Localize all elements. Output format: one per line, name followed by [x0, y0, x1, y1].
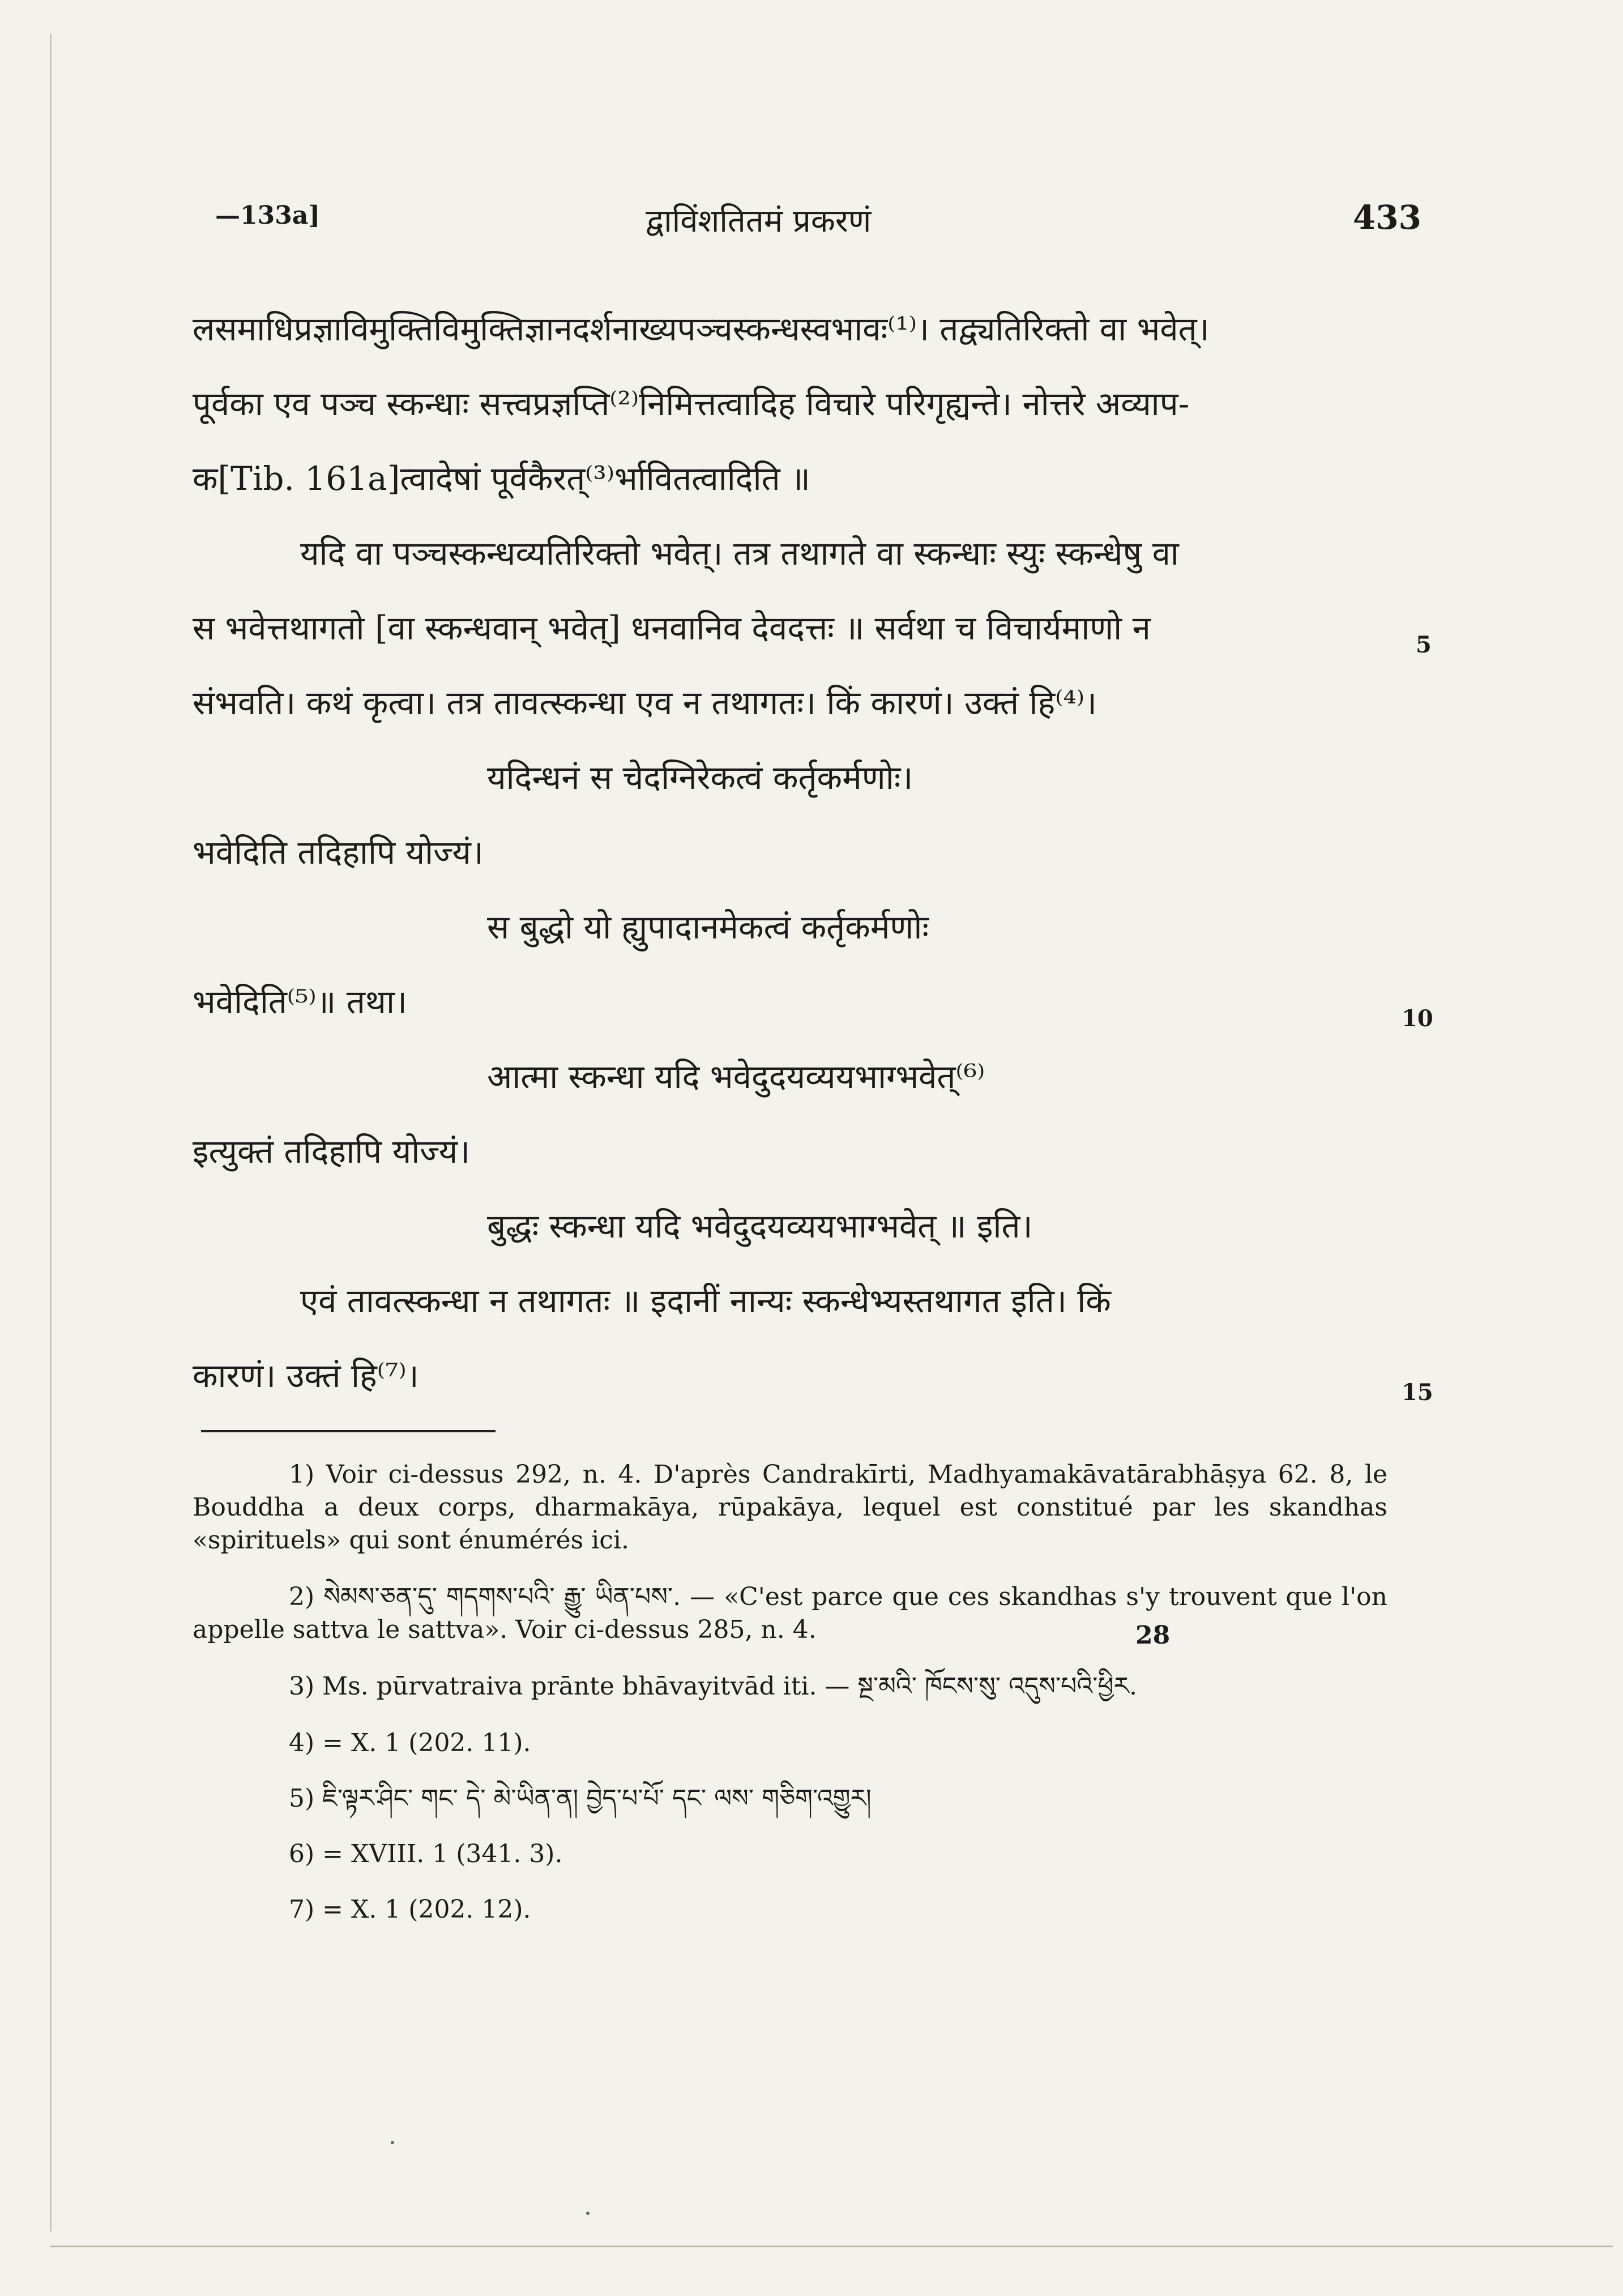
text-line: इत्युक्तं तदिहापि योज्यं। [193, 1132, 471, 1171]
running-header [215, 198, 1421, 252]
verse-line: यदिन्धनं स चेदग्निरेकत्वं कर्तृकर्मणोः। [487, 758, 913, 797]
header-chapter-title: द्वाविंशतितमं प्रकरणं [646, 203, 872, 240]
header-folio-ref: —133a] [215, 201, 321, 230]
page-bottom-edge [50, 2246, 1613, 2247]
text-line: एवं तावत्स्कन्धा न तथागतः ॥ इदानीं नान्यः स्कन्धेभ्यस्तथागत इति। किं [300, 1282, 1111, 1320]
text-line: पूर्वका एव पञ्च स्कन्धाः सत्त्वप्रज्ञप्ति⁽²⁾निमित्तत्वादिह विचारे परिगृह्यन्ते। नोत्तरे अव्याप- [193, 385, 1190, 423]
paper-speck [391, 2141, 394, 2144]
sanskrit-text-body [193, 292, 1387, 1413]
footnotes [193, 1458, 1387, 1949]
footnote-5: 5) ཇི་ལྟར་ཤིང་ གང་ དེ་ མེ་ཡིན་ན། བྱེད་པ་པོ་ དང་ ལས་ གཅིག་འགྱུར། [289, 1784, 872, 1813]
header-page-number: 433 [1352, 198, 1421, 237]
text-line: भवेदिति⁽⁵⁾॥ तथा। [193, 983, 407, 1021]
text-line: लसमाधिप्रज्ञाविमुक्तिविमुक्तिज्ञानदर्शनाख्यपञ्चस्कन्धस्वभावः⁽¹⁾। तद्व्यतिरिक्तो वा भवेत्। [193, 310, 1210, 348]
paper-speck [586, 2212, 590, 2215]
line-number-marker: 15 [1402, 1379, 1433, 1406]
line-number-marker: 5 [1416, 631, 1432, 658]
footnote-4: 4) = X. 1 (202. 11). [289, 1729, 531, 1757]
footnote-2: 2) སེམས་ཅན་དུ་ གདགས་པའི་ རྒྱུ་ ཡིན་པས་. — «C'est parce que ces skandhas s'y trouvent que l'on appelle sattva le sattva». Voir ci-dessus 285, n. 4. [193, 1582, 1387, 1644]
verse-line: बुद्धः स्कन्धा यदि भवेदुदयव्ययभाग्भवेत् ॥ इति। [487, 1207, 1033, 1245]
footnote-3: 3) Ms. pūrvatraiva prānte bhāvayitvād iti. — སྔ་མའི་ ཁོངས་སུ་ འདུས་པའི་ཕྱིར. [289, 1672, 1137, 1701]
page-edge-rule [50, 34, 52, 2231]
line-number-marker: 10 [1402, 1005, 1433, 1032]
verse-line: आत्मा स्कन्धा यदि भवेदुदयव्ययभाग्भवेत्⁽⁶⁾ [487, 1057, 985, 1096]
footnote-separator [201, 1430, 496, 1432]
verse-line: स बुद्धो यो ह्युपादानमेकत्वं कर्तृकर्मणोः [487, 908, 929, 946]
text-line: कारणं। उक्तं हि⁽⁷⁾। [193, 1356, 419, 1395]
text-line: स भवेत्तथागतो [वा स्कन्धवान् भवेत्] धनवानिव देवदत्तः ॥ सर्वथा च विचार्यमाणो न [193, 609, 1151, 647]
footnote-1: 1) Voir ci-dessus 292, n. 4. D'après Candrakīrti, Madhyamakāvatārabhāṣya 62. 8, le Bouddha a deux corps, dharmakāya, rūpakāya, lequel est constitué par les skandhas «spirituels» qui sont énumérés ici. [193, 1460, 1387, 1555]
signature-number: 28 [1135, 1621, 1171, 1650]
footnote-6: 6) = XVIII. 1 (341. 3). [289, 1840, 563, 1868]
text-line: यदि वा पञ्चस्कन्धव्यतिरिक्तो भवेत्। तत्र तथागते वा स्कन्धाः स्युः स्कन्धेषु वा [300, 534, 1179, 573]
text-line: क[Tib. 161a]त्वादेषां पूर्वकैरत्⁽³⁾र्भावितत्वादिति ॥ [193, 459, 810, 498]
text-line: भवेदिति तदिहापि योज्यं। [193, 833, 484, 872]
text-line: संभवति। कथं कृत्वा। तत्र तावत्स्कन्धा एव न तथागतः। किं कारणं। उक्तं हि⁽⁴⁾। [193, 684, 1097, 722]
footnote-7: 7) = X. 1 (202. 12). [289, 1895, 531, 1924]
